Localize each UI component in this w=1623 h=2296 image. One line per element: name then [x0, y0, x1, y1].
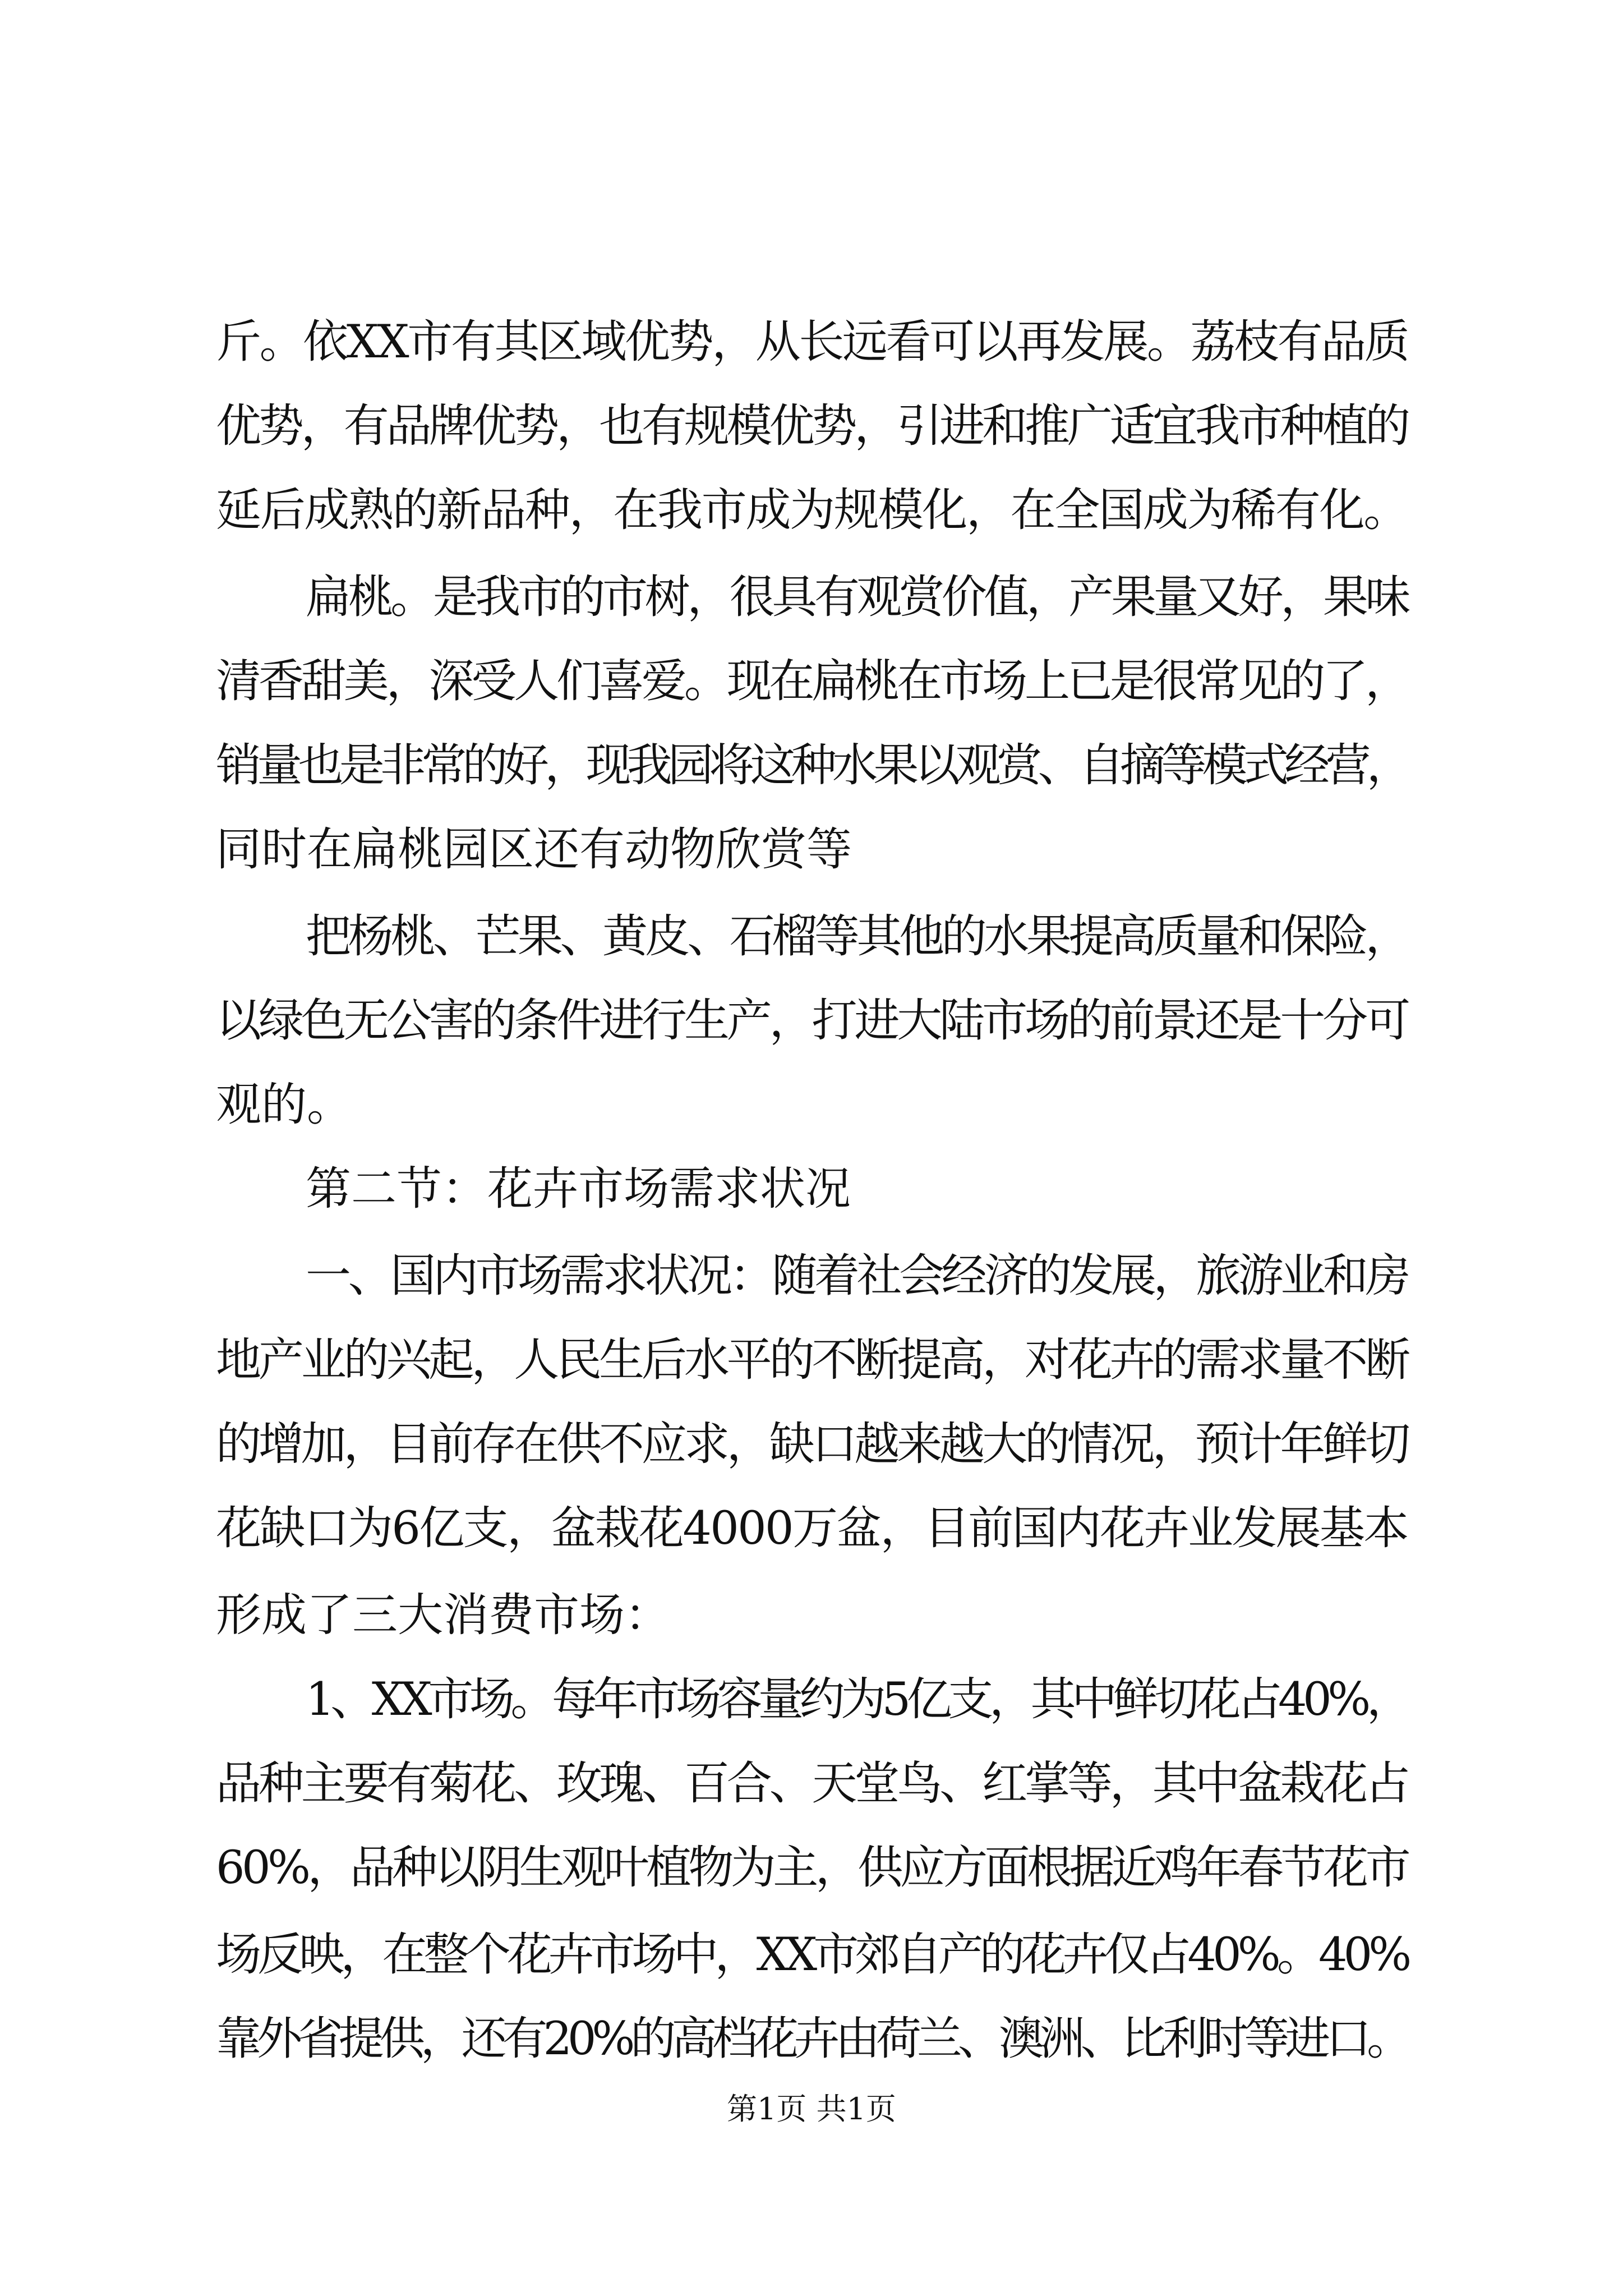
text-line: 一、国内市场需求状况：随着社会经济的发展，旅游业和房: [306, 1250, 1408, 1303]
text-line: 斤。依XX市有其区域优势，从长远看可以再发展。荔枝有品质: [216, 316, 1408, 369]
text-line: 花缺口为6亿支，盆栽花4000万盆，目前国内花卉业发展基本: [216, 1502, 1408, 1555]
text-line: 扁桃。是我市的市树，很具有观赏价值，产果量又好，果味: [306, 571, 1408, 624]
text-line: 把杨桃、芒果、黄皮、石榴等其他的水果提高质量和保险，: [306, 910, 1408, 963]
text-line: 同时在扁桃园区还有动物欣赏等: [216, 823, 852, 876]
text-line: 场反映，在整个花卉市场中，XX市郊自产的花卉仅占40%。40%: [216, 1929, 1408, 1981]
text-line: 延后成熟的新品种，在我市成为规模化，在全国成为稀有化。: [216, 484, 1408, 537]
text-line: 靠外省提供，还有20%的高档花卉由荷兰、澳洲、比利时等进口。: [216, 2013, 1408, 2065]
page-number-footer: 第1页 共1页: [727, 2091, 896, 2127]
text-line: 清香甜美，深受人们喜爱。现在扁桃在市场上已是很常见的了，: [216, 655, 1408, 708]
text-line: 的增加，目前存在供不应求，缺口越来越大的情况，预计年鲜切: [216, 1418, 1408, 1471]
text-line: 形成了三大消费市场：: [216, 1589, 671, 1642]
text-line: 销量也是非常的好，现我园将这种水果以观赏、自摘等模式经营，: [216, 739, 1408, 792]
text-line: 以绿色无公害的条件进行生产，打进大陆市场的前景还是十分可: [216, 995, 1408, 1047]
text-line: 1、XX市场。每年市场容量约为5亿支，其中鲜切花占40%，: [306, 1673, 1408, 1726]
text-line: 地产业的兴起，人民生后水平的不断提高，对花卉的需求量不断: [216, 1334, 1408, 1387]
section-heading: 第二节：花卉市场需求状况: [306, 1163, 851, 1216]
text-line: 优势，有品牌优势，也有规模优势，引进和推广适宜我市种植的: [216, 400, 1408, 453]
text-line: 品种主要有菊花、玫瑰、百合、天堂鸟、红掌等，其中盆栽花占: [216, 1757, 1408, 1810]
text-line: 60%，品种以阴生观叶植物为主，供应方面根据近鸡年春节花市: [216, 1842, 1408, 1894]
text-line: 观的。: [216, 1079, 353, 1131]
